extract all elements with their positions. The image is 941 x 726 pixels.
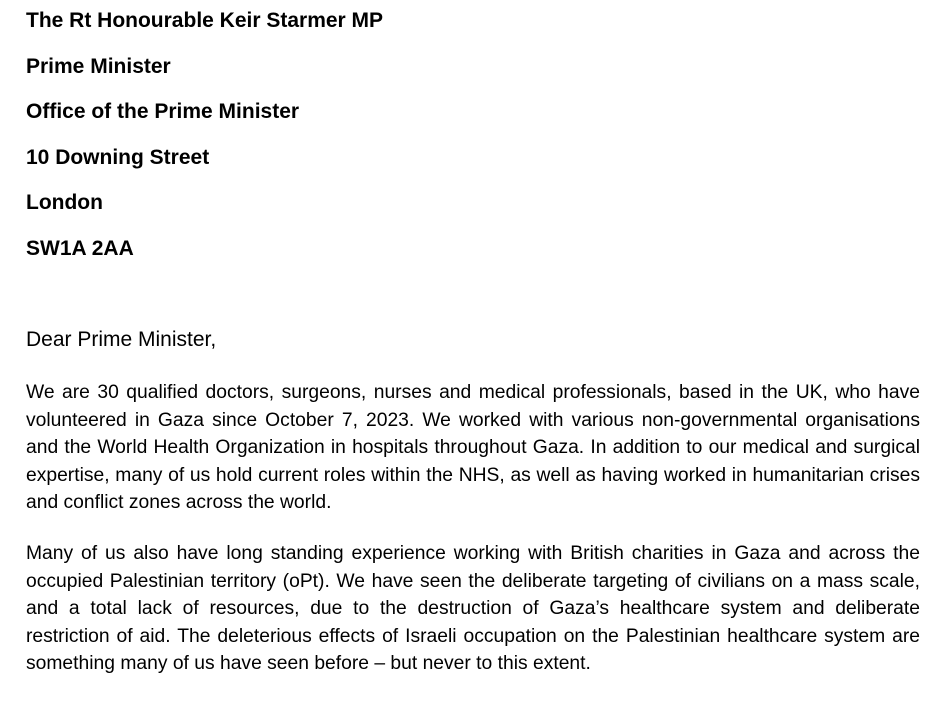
recipient-title: Prime Minister [26, 54, 171, 78]
letter-salutation: Dear Prime Minister, [26, 328, 217, 351]
recipient-office: Office of the Prime Minister [26, 100, 300, 124]
recipient-street: 10 Downing Street [26, 145, 210, 169]
recipient-postcode: SW1A 2AA [26, 236, 134, 260]
letter-paragraph-2: Many of us also have long standing experience working with British charities in Gaza and across the occupied Palestinian territory (oPt). We have seen the deliberate targeting of civilians on a mass scale, and a total lack of resources, due to the destruction of Gaza’s healthcare system and deliberate restriction of aid. The deleterious effects of Israeli occupation on the Palestinian healthcare system are something many of us have seen before – but never to this extent. [26, 543, 920, 675]
recipient-name: The Rt Honourable Keir Starmer MP [26, 9, 384, 32]
recipient-city: London [26, 191, 103, 215]
letter-paragraph-1: We are 30 qualified doctors, surgeons, nurses and medical professionals, based in the UK, who have volunteered in Gaza since October 7, 2023. We worked with various non-governmental organisations and the World Health Organization in hospitals throughout Gaza. In addition to our medical and surgical expertise, many of us hold current roles within the NHS, as well as having worked in humanitarian crises and conflict zones across the world. [26, 382, 920, 514]
recipient-address-block [26, 9, 383, 283]
